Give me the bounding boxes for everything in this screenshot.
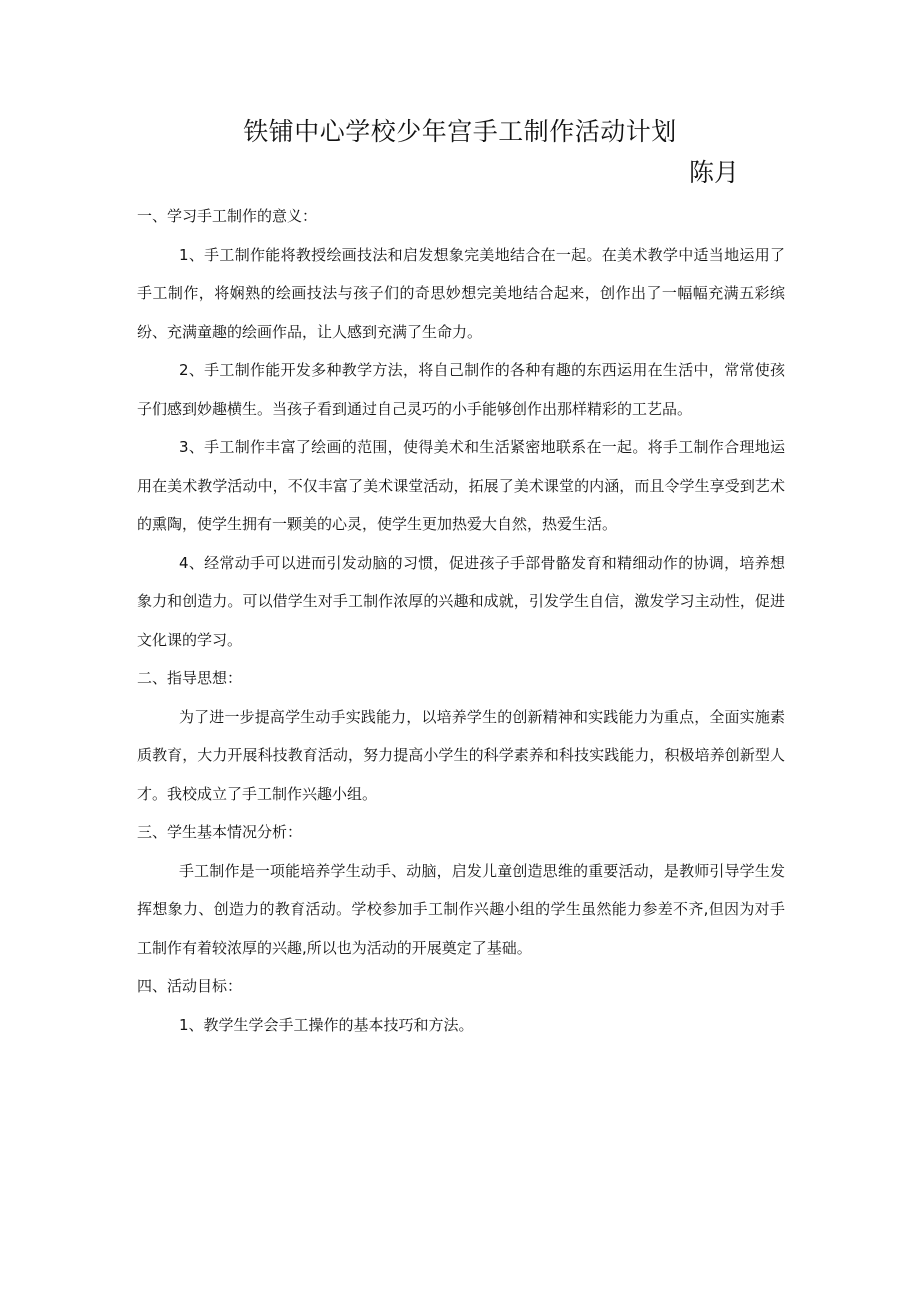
- document-author: 陈月: [689, 158, 740, 187]
- paragraph: 手工制作是一项能培养学生动手、动脑，启发儿童创造思维的重要活动，是教师引导学生发挥想象力、创造力的教育活动。学校参加手工制作兴趣小组的学生虽然能力参差不齐,但因为对手工制作有着较浓厚的兴趣,所以也为活动的开展奠定了基础。: [137, 861, 785, 957]
- document-body: [137, 197, 785, 1044]
- paragraph: 2、手工制作能开发多种教学方法，将自己制作的各种有趣的东西运用在生活中，常常使孩子们感到妙趣横生。当孩子看到通过自己灵巧的小手能够创作出那样精彩的工艺品。: [137, 361, 785, 418]
- section-heading-student-analysis: 三、学生基本情况分析：: [137, 823, 303, 841]
- paragraph: 3、手工制作丰富了绘画的范围，使得美术和生活紧密地联系在一起。将手工制作合理地运用在美术教学活动中，不仅丰富了美术课堂活动，拓展了美术课堂的内涵，而且令学生享受到艺术的熏陶，使学生拥有一颗美的心灵，使学生更加热爱大自然，热爱生活。: [137, 438, 785, 533]
- section-heading-meaning: 一、学习手工制作的意义：: [137, 207, 318, 225]
- document-title: 铁铺中心学校少年宫手工制作活动计划: [243, 117, 677, 146]
- section-heading-guiding-ideology: 二、指导思想：: [137, 669, 243, 687]
- paragraph: 1、教学生学会手工操作的基本技巧和方法。: [179, 1015, 474, 1034]
- section-heading-activity-goals: 四、活动目标：: [137, 977, 243, 995]
- paragraph: 4、经常动手可以进而引发动脑的习惯，促进孩子手部骨骼发育和精细动作的协调，培养想象力和创造力。可以借学生对手工制作浓厚的兴趣和成就，引发学生自信，激发学习主动性，促进文化课的学习。: [137, 553, 785, 649]
- paragraph: 1、手工制作能将教授绘画技法和启发想象完美地结合在一起。在美术教学中适当地运用了手工制作，将娴熟的绘画技法与孩子们的奇思妙想完美地结合起来，创作出了一幅幅充满五彩缤纷、充满童趣的绘画作品，让人感到充满了生命力。: [137, 245, 785, 341]
- paragraph: 为了进一步提高学生动手实践能力，以培养学生的创新精神和实践能力为重点，全面实施素质教育，大力开展科技教育活动，努力提高小学生的科学素养和科技实践能力，积极培养创新型人才。我校成立了手工制作兴趣小组。: [137, 707, 785, 803]
